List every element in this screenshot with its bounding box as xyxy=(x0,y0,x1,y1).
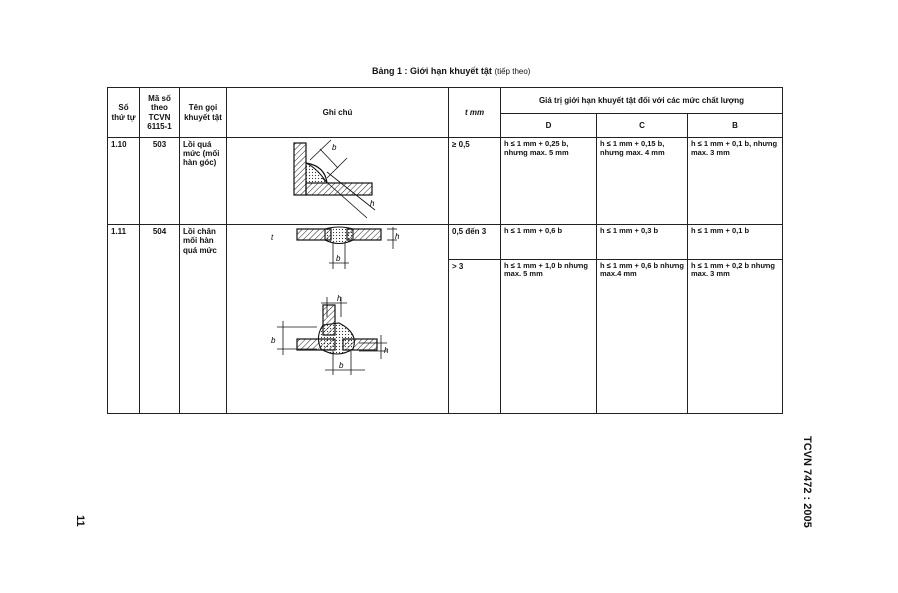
row-limit-c: h ≤ 1 mm + 0,6 b nhưng max.4 mm xyxy=(597,259,688,414)
dim-label-b: b xyxy=(271,336,276,346)
row-code: 503 xyxy=(140,138,180,225)
dim-label-h: h xyxy=(370,199,375,208)
dim-label-b: b xyxy=(332,143,337,152)
defect-limits-table xyxy=(107,87,783,414)
page-number: 11 xyxy=(74,515,86,527)
root-weld-svg xyxy=(227,225,447,411)
row-name: Lồi quá mức (mối hàn góc) xyxy=(180,138,227,225)
table-title: Bảng 1 : Giới hạn khuyết tật (tiếp theo) xyxy=(372,66,531,76)
row-t: > 3 xyxy=(449,259,501,414)
header-note: Ghi chú xyxy=(227,88,449,138)
root-weld-diagram xyxy=(227,225,449,414)
table-row xyxy=(108,225,783,260)
row-name: Lồi chân mối hàn quá mức xyxy=(180,225,227,414)
row-limit-d: h ≤ 1 mm + 0,6 b xyxy=(501,225,597,260)
row-limit-d: h ≤ 1 mm + 0,25 b, nhưng max. 5 mm xyxy=(501,138,597,225)
table-row xyxy=(108,138,783,225)
header-limits: Giá trị giới hạn khuyết tật đối với các mức chất lượng xyxy=(501,88,783,114)
header-name: Tên gọi khuyết tật xyxy=(180,88,227,138)
header-level-d: D xyxy=(501,114,597,138)
header-t: t mm xyxy=(449,88,501,138)
row-limit-c: h ≤ 1 mm + 0,3 b xyxy=(597,225,688,260)
row-limit-b: h ≤ 1 mm + 0,1 b, nhưng max. 3 mm xyxy=(688,138,783,225)
fillet-weld-svg xyxy=(227,138,447,222)
header-level-c: C xyxy=(597,114,688,138)
row-limit-b: h ≤ 1 mm + 0,2 b nhưng max. 3 mm xyxy=(688,259,783,414)
row-limit-b: h ≤ 1 mm + 0,1 b xyxy=(688,225,783,260)
row-no: 1.10 xyxy=(108,138,140,225)
fillet-weld-diagram xyxy=(227,138,449,225)
dim-label-b: b xyxy=(336,254,341,264)
dim-label-h: h xyxy=(384,346,389,356)
dim-label-b: b xyxy=(339,361,344,371)
row-no: 1.11 xyxy=(108,225,140,414)
header-code: Mã số theo TCVN 6115-1 xyxy=(140,88,180,138)
header-level-b: B xyxy=(688,114,783,138)
row-limit-c: h ≤ 1 mm + 0,15 b, nhưng max. 4 mm xyxy=(597,138,688,225)
row-t: 0,5 đến 3 xyxy=(449,225,501,260)
row-t: ≥ 0,5 xyxy=(449,138,501,225)
row-code: 504 xyxy=(140,225,180,414)
row-limit-d: h ≤ 1 mm + 1,0 b nhưng max. 5 mm xyxy=(501,259,597,414)
dim-label-t: t xyxy=(271,233,274,243)
header-no: Số thứ tự xyxy=(108,88,140,138)
dim-label-h: h xyxy=(395,232,400,242)
standard-code: TCVN 7472 : 2005 xyxy=(801,436,813,528)
dim-label-h: h xyxy=(337,294,342,304)
